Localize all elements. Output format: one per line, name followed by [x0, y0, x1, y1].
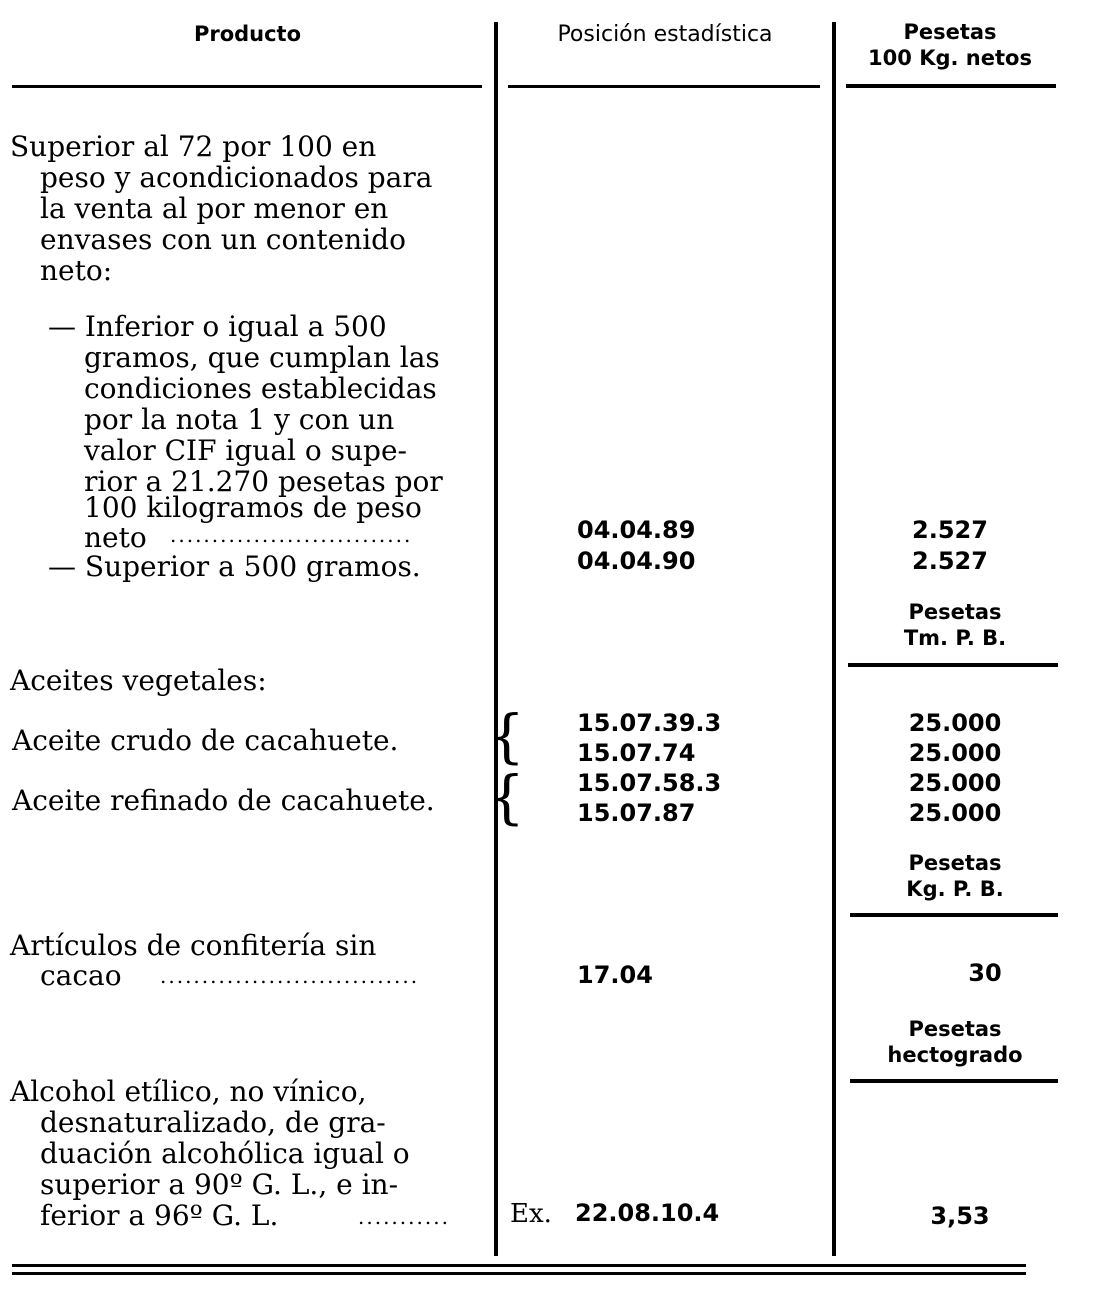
inferior-line-1: — Inferior o igual a 500	[48, 310, 387, 343]
intro-line-3: la venta al por menor en	[40, 192, 389, 225]
confiteria-line-2: cacao	[40, 959, 122, 992]
aceite-crudo-position-1: 15.07.39.3	[577, 709, 722, 737]
alcohol-price: 3,53	[930, 1202, 990, 1230]
superior-position: 04.04.90	[577, 547, 696, 575]
superior-label: — Superior a 500 gramos.	[48, 550, 421, 583]
aceite-refinado-position-1: 15.07.58.3	[577, 769, 722, 797]
alcohol-position-prefix: Ex.	[510, 1199, 552, 1229]
alcohol-position: 22.08.10.4	[575, 1199, 720, 1227]
header-position: Posición estadística	[557, 22, 773, 47]
header-rule-position	[508, 85, 820, 88]
inferior-line-6: rior a 21.270 pesetas por	[84, 465, 443, 498]
aceite-crudo-price-2: 25.000	[908, 739, 1002, 767]
header-product: Producto	[193, 22, 302, 46]
confiteria-position: 17.04	[577, 961, 653, 989]
alcohol-line-4: superior a 90º G. L., e in-	[40, 1168, 399, 1201]
intro-line-5: neto:	[40, 254, 113, 287]
aceite-crudo-brace: {	[488, 702, 525, 770]
unit-tm-rule	[848, 663, 1058, 667]
header-rule-product	[12, 85, 482, 88]
aceite-crudo-price-1: 25.000	[908, 709, 1002, 737]
aceite-refinado-label: Aceite refinado de cacahuete.	[12, 784, 435, 817]
alcohol-line-5: ferior a 96º G. L.	[40, 1199, 279, 1232]
aceite-crudo-label: Aceite crudo de cacahuete.	[12, 724, 399, 757]
alcohol-line-1: Alcohol etílico, no vínico,	[10, 1075, 367, 1108]
inferior-position: 04.04.89	[577, 516, 696, 544]
header-price-line1: Pesetas	[903, 20, 997, 44]
column-divider-2	[832, 22, 836, 1256]
confiteria-price: 30	[968, 959, 1002, 987]
intro-line-2: peso y acondicionados para	[40, 161, 433, 194]
aceite-crudo-position-2: 15.07.74	[577, 739, 696, 767]
inferior-price: 2.527	[912, 516, 988, 544]
unit-kg-rule	[850, 913, 1058, 917]
inferior-line-5: valor CIF igual o supe-	[84, 434, 407, 467]
alcohol-line-2: desnaturalizado, de gra-	[40, 1106, 386, 1139]
inferior-line-2: gramos, que cumplan las	[84, 341, 440, 374]
header-rule-price	[846, 84, 1056, 88]
unit-tm-line1: Pesetas	[908, 600, 1002, 624]
inferior-line-4: por la nota 1 y con un	[84, 403, 395, 436]
unit-kg-line2: Kg. P. B.	[906, 877, 1004, 901]
aceites-label: Aceites vegetales:	[10, 664, 267, 697]
aceite-refinado-position-2: 15.07.87	[577, 799, 696, 827]
column-divider-1	[494, 22, 498, 1256]
intro-line-1: Superior al 72 por 100 en	[10, 130, 377, 163]
inferior-line-3: condiciones establecidas	[84, 372, 437, 405]
inferior-line-8: neto	[84, 521, 147, 554]
inferior-line-7: 100 kilogramos de peso	[84, 491, 422, 524]
unit-hecto-rule	[850, 1079, 1058, 1083]
bottom-rule-bottom	[12, 1272, 1026, 1275]
aceite-refinado-price-2: 25.000	[908, 799, 1002, 827]
unit-kg-line1: Pesetas	[908, 851, 1002, 875]
unit-hecto-line2: hectogrado	[887, 1043, 1023, 1067]
header-price-line2: 100 Kg. netos	[868, 46, 1032, 70]
inferior-leader-dots: .............................	[170, 523, 413, 547]
unit-tm-line2: Tm. P. B.	[903, 626, 1007, 650]
confiteria-line-1: Artículos de confitería sin	[10, 929, 377, 962]
confiteria-leader-dots: ...............................	[160, 964, 420, 988]
bottom-rule-top	[12, 1264, 1026, 1267]
alcohol-leader-dots: ...........	[358, 1205, 450, 1229]
aceite-refinado-brace: {	[488, 763, 525, 831]
aceite-refinado-price-1: 25.000	[908, 769, 1002, 797]
alcohol-line-3: duación alcohólica igual o	[40, 1137, 410, 1170]
superior-price: 2.527	[912, 547, 988, 575]
intro-line-4: envases con un contenido	[40, 223, 406, 256]
unit-hecto-line1: Pesetas	[908, 1017, 1002, 1041]
